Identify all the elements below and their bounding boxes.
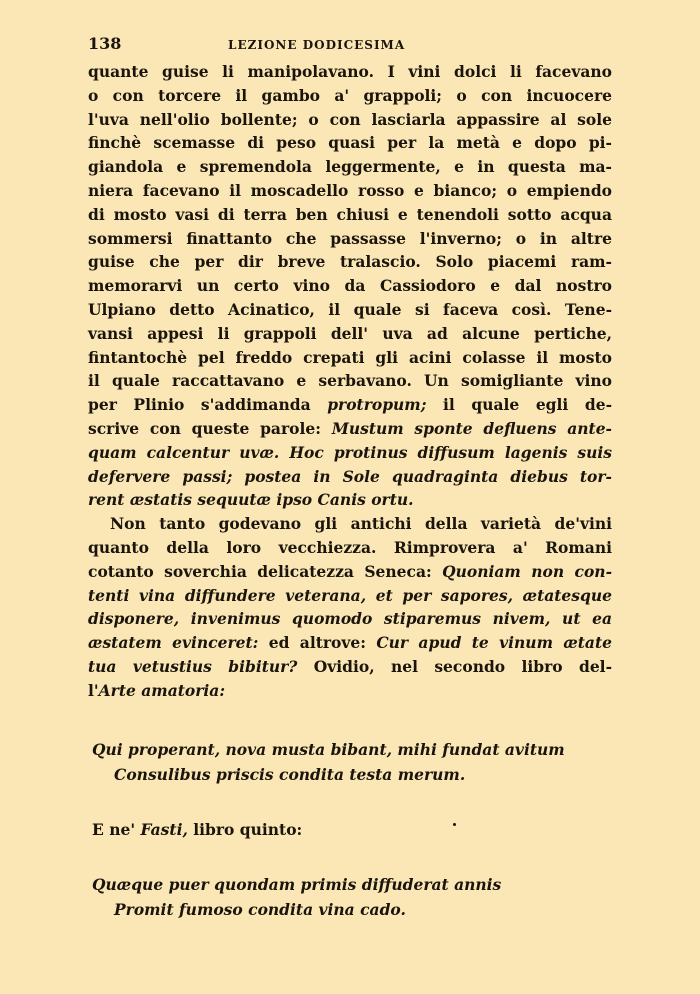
italic-span: tua vetustius bibitur? <box>88 656 298 676</box>
text-span: cotanto soverchia delicatezza Seneca: <box>88 561 443 581</box>
running-head: LEZIONE DODICESIMA <box>228 38 406 52</box>
italic-span: Mustum sponte defluens ante- <box>331 418 612 438</box>
italic-span: Quoniam non con- <box>442 561 612 581</box>
italic-span: Arte amatoria: <box>98 680 226 700</box>
italic-span: defervere passi; postea in Sole quadraginta diebus tor- <box>88 466 612 486</box>
italic-span: Fasti, <box>140 820 188 839</box>
text-line: di mosto vasi di terra ben chiusi e tenendoli sotto acqua <box>88 204 612 224</box>
text-line <box>88 465 612 489</box>
fasti-reference-line <box>92 820 302 839</box>
italic-span: quam calcentur uvæ. Hoc protinus diffusum lagenis suis <box>88 442 612 462</box>
text-span: scrive con queste parole: <box>88 418 332 438</box>
italic-span: disponere, invenimus quomodo stiparemus nivem, ut ea <box>88 609 612 629</box>
text-line: guise che per dir breve tralascio. Solo piacemi ram- <box>88 252 612 272</box>
text-line: sommersi finattanto che passasse l'inverno; o in altre <box>88 228 612 248</box>
text-span: il quale egli de- <box>426 395 613 415</box>
text-line: quante guise li manipolavano. I vini dolci li facevano <box>88 62 612 81</box>
text-line <box>88 393 612 417</box>
text-line <box>88 560 612 584</box>
text-line: quanto della loro vecchiezza. Rimprovera a' Romani <box>88 537 612 557</box>
text-line: o con torcere il gambo a' grappoli; o con incuocere <box>88 85 612 105</box>
text-line: vansi appesi li grappoli dell' uva ad alcune pertiche, <box>88 323 612 343</box>
body-text <box>88 60 612 703</box>
italic-span: æstatem evinceret: <box>88 633 259 653</box>
text-line <box>88 655 612 679</box>
verse-line: Promit fumoso condita vina cado. <box>114 900 406 919</box>
text-span: E ne' <box>92 820 141 839</box>
italic-span: Cur apud te vinum ætate <box>376 633 612 653</box>
verse-quotation-2 <box>92 872 616 922</box>
book-page <box>88 34 612 703</box>
text-line: finchè scemasse di peso quasi per la metà e dopo pi- <box>88 133 612 153</box>
text-span: libro quinto: <box>187 820 303 839</box>
text-span: ed altrove: <box>258 633 377 653</box>
text-line <box>88 441 612 465</box>
text-line: Ulpiano detto Acinatico, il quale si faceva così. Tene- <box>88 299 612 319</box>
italic-span: protropum; <box>327 395 427 415</box>
text-line <box>88 631 612 655</box>
text-line: l'uva nell'olio bollente; o con lasciarla appassire al sole <box>88 109 612 129</box>
text-line: il quale raccattavano e serbavano. Un somigliante vino <box>88 371 612 391</box>
verse-line: Consulibus priscis condita testa merum. <box>114 765 466 784</box>
text-span: Ovidio, nel secondo libro del- <box>297 656 612 676</box>
text-line <box>88 417 612 441</box>
verse-line: Qui properant, nova musta bibant, mihi fundat avitum <box>92 740 565 759</box>
page-header <box>88 34 612 58</box>
text-line <box>88 679 612 703</box>
text-line <box>88 607 612 631</box>
text-line <box>88 584 612 608</box>
text-span: l' <box>88 680 99 700</box>
text-line: Non tanto godevano gli antichi della varietà de'vini <box>110 514 612 534</box>
verse-quotation-1 <box>92 737 616 787</box>
text-line: fintantochè pel freddo crepati gli acini colasse il mosto <box>88 347 612 367</box>
page-number: 138 <box>88 34 122 53</box>
verse-line: Quæque puer quondam primis diffuderat annis <box>92 875 502 894</box>
ink-speck <box>453 823 456 826</box>
text-line: giandola e spremendola leggermente, e in questa ma- <box>88 157 612 177</box>
italic-span: rent æstatis sequutæ ipso Canis ortu. <box>88 490 414 510</box>
text-line: niera facevano il moscadello rosso e bianco; o empiendo <box>88 180 612 200</box>
text-span: per Plinio s'addimanda <box>88 395 328 415</box>
italic-span: tenti vina diffundere veterana, et per sapores, ætatesque <box>88 585 612 605</box>
text-line <box>88 488 612 512</box>
text-line: memorarvi un certo vino da Cassiodoro e dal nostro <box>88 276 612 296</box>
